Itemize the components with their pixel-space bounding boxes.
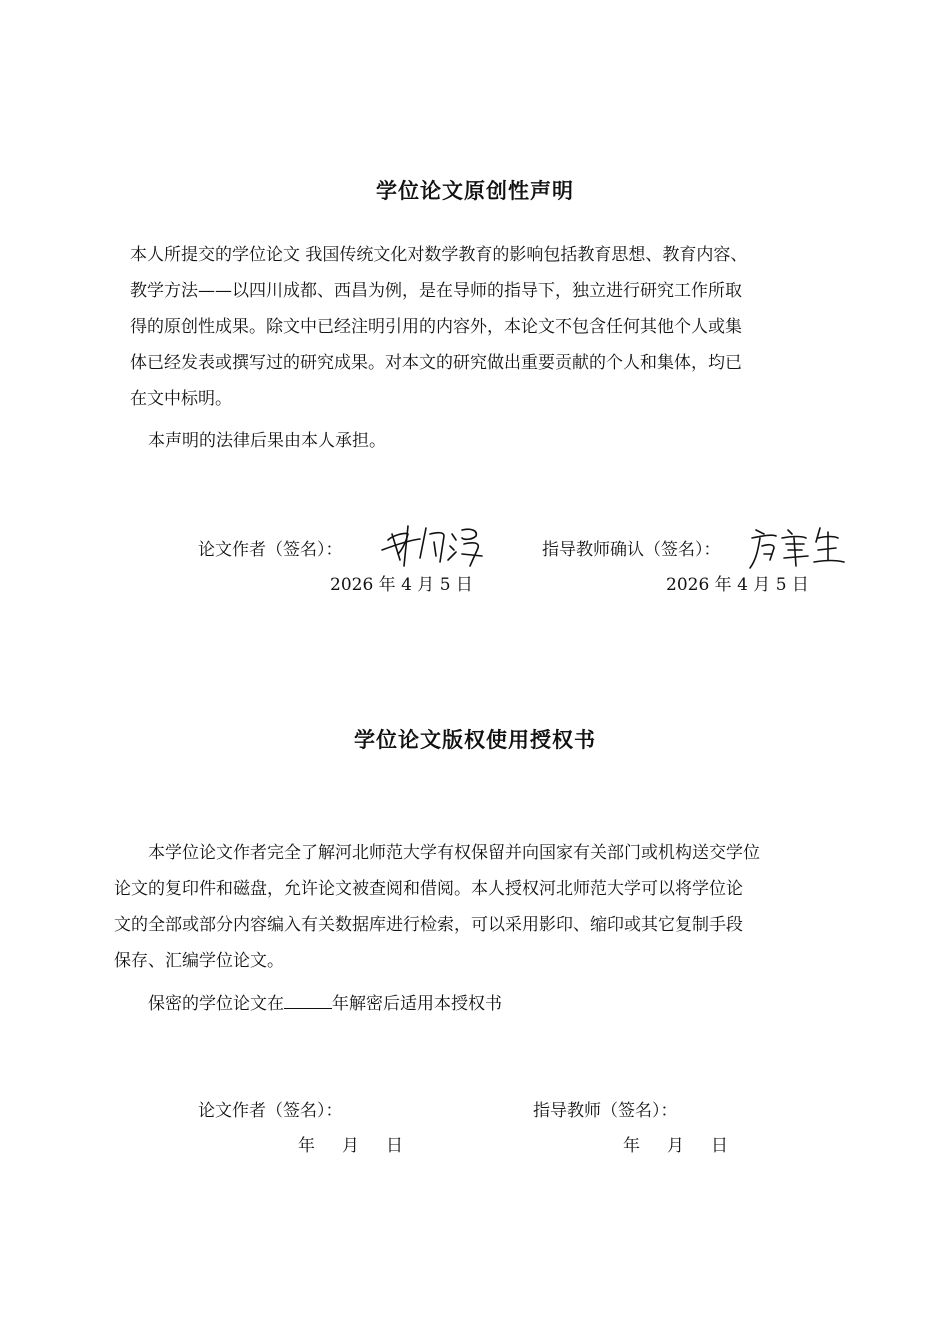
authorization-title: 学位论文版权使用授权书 (354, 728, 596, 752)
authorization-line: 本学位论文作者完全了解河北师范大学有权保留并向国家有关部门或机构送交学位 (148, 843, 760, 863)
declaration-title: 学位论文原创性声明 (376, 179, 574, 203)
secret-years-blank (284, 994, 332, 1009)
author-sign-date: 年 月 日 (298, 1136, 404, 1156)
authorization-body (114, 835, 760, 979)
declaration-line: 得的原创性成果。除文中已经注明引用的内容外，本论文不包含任何其他个人或集 (130, 317, 742, 337)
declaration-line: 体已经发表或撰写过的研究成果。对本文的研究做出重要贡献的个人和集体，均已 (130, 353, 742, 373)
advisor-handwritten-signature (748, 520, 848, 572)
author-signature-date: 2026 年 4 月 5 日 (330, 575, 473, 595)
secret-clause (148, 989, 502, 1014)
declaration-body (130, 237, 747, 417)
liability-statement: 本声明的法律后果由本人承担。 (148, 431, 386, 451)
declaration-line: 本人所提交的学位论文 我国传统文化对数学教育的影响包括教育思想、教育内容、 (130, 245, 748, 265)
secret-clause-prefix: 保密的学位论文在 (148, 994, 284, 1014)
author-handwritten-signature (378, 520, 488, 570)
declaration-line: 在文中标明。 (130, 389, 232, 409)
authorization-line: 保存、汇编学位论文。 (114, 951, 284, 971)
advisor-confirm-date: 2026 年 4 月 5 日 (666, 575, 809, 595)
advisor-confirm-label: 指导教师确认（签名）： (542, 540, 721, 560)
authorization-line: 文的全部或部分内容编入有关数据库进行检索，可以采用影印、缩印或其它复制手段 (114, 915, 743, 935)
authorization-line: 论文的复印件和磁盘，允许论文被查阅和借阅。本人授权河北师范大学可以将学位论 (114, 879, 743, 899)
declaration-line: 教学方法——以四川成都、西昌为例，是在导师的指导下，独立进行研究工作所取 (130, 281, 742, 301)
advisor-sign-label: 指导教师（签名）： (533, 1101, 678, 1121)
advisor-sign-date: 年 月 日 (623, 1136, 729, 1156)
secret-clause-suffix: 年解密后适用本授权书 (332, 994, 502, 1014)
author-sign-label: 论文作者（签名）： (198, 1101, 343, 1121)
author-signature-label: 论文作者（签名）： (198, 540, 343, 560)
